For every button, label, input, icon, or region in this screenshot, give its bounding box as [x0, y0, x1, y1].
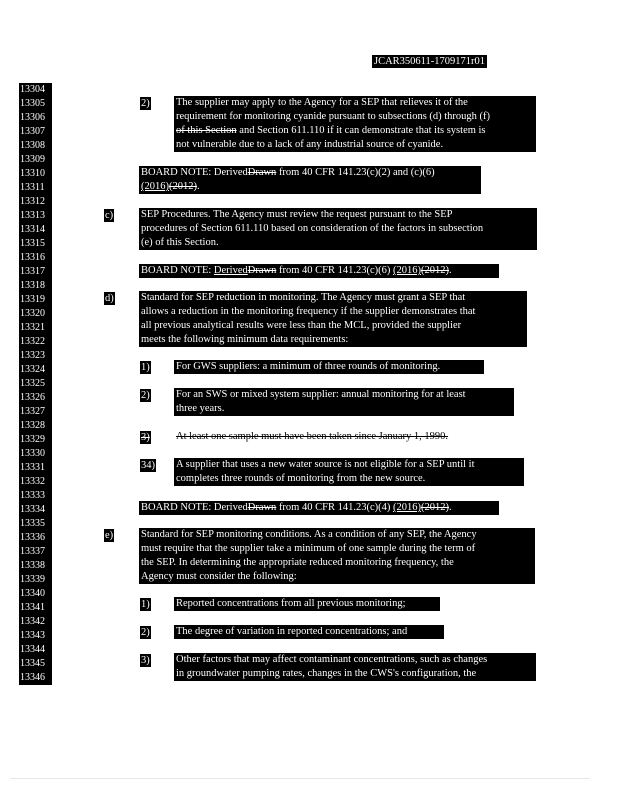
paragraph-e1: [174, 597, 440, 611]
struck-text: (2012): [420, 265, 449, 276]
line-number: 13335: [19, 517, 52, 531]
board-note-text: .: [197, 181, 200, 192]
inserted-text: (2016): [141, 181, 169, 192]
paragraph-line: For an SWS or mixed system supplier: annual monitoring for at least: [176, 389, 466, 400]
line-number: 13317: [19, 265, 52, 279]
line-number: 13342: [19, 615, 52, 629]
page-bottom-rule: [10, 778, 590, 779]
item-label-c: c): [105, 210, 114, 221]
board-note-text: from 40 CFR 141.23(c)(2) and (c)(6): [276, 167, 435, 178]
paragraph-text: and Section 611.110 if it can demonstrate that its system is: [236, 125, 486, 136]
paragraph-line: allows a reduction in the monitoring frequency if the supplier demonstrates that: [141, 306, 476, 317]
line-number: 13339: [19, 573, 52, 587]
board-note-text: BOARD NOTE:: [141, 265, 214, 276]
line-number: 13324: [19, 363, 52, 377]
paragraph-line: the SEP. In determining the appropriate reduced monitoring frequency, the: [141, 557, 454, 568]
board-note-1: [139, 166, 481, 194]
inserted-text: Derived: [213, 265, 248, 276]
line-number: 13341: [19, 601, 52, 615]
board-note-line: [141, 166, 479, 180]
paragraph-line: not vulnerable due to a lack of any industrial source of cyanide.: [176, 139, 444, 150]
paragraph-d: [139, 291, 527, 347]
line-number: 13318: [19, 279, 52, 293]
item-label-d: d): [105, 293, 114, 304]
line-number: 13327: [19, 405, 52, 419]
paragraph-e: [139, 528, 535, 584]
paragraph-line: The degree of variation in reported concentrations; and: [176, 626, 408, 637]
paragraph-line: requirement for monitoring cyanide pursuant to subsections (d) through (f): [176, 111, 491, 122]
line-number: 13343: [19, 629, 52, 643]
paragraph-line: must require that the supplier take a minimum of one sample during the term of: [141, 543, 476, 554]
inserted-text: (2016): [392, 265, 421, 276]
paragraph-line: Standard for SEP reduction in monitoring. The Agency must grant a SEP that: [141, 292, 466, 303]
paragraph-line: The supplier may apply to the Agency for a SEP that relieves it of the: [176, 97, 468, 108]
struck-text: 3): [141, 432, 150, 443]
board-note-text: BOARD NOTE: Derived: [141, 502, 248, 513]
line-number: 13326: [19, 391, 52, 405]
line-number: 13309: [19, 153, 52, 167]
line-number: 13332: [19, 475, 52, 489]
paragraph-e3: [174, 653, 536, 681]
paragraph-2: [174, 96, 536, 152]
line-number: 13340: [19, 587, 52, 601]
line-number: 13338: [19, 559, 52, 573]
struck-text: Drawn: [247, 265, 277, 276]
item-label-d1: 1): [141, 362, 150, 373]
board-note-line: [141, 501, 497, 515]
board-note-line: [141, 264, 497, 278]
board-note-text: .: [448, 502, 452, 513]
paragraph-d2: [174, 388, 514, 416]
board-note-text: BOARD NOTE: Derived: [141, 167, 248, 178]
line-number: 13337: [19, 545, 52, 559]
line-number: 13330: [19, 447, 52, 461]
paragraph-line: SEP Procedures. The Agency must review the request pursuant to the SEP: [141, 209, 453, 220]
paragraph-line: A supplier that uses a new water source is not eligible for a SEP until it: [176, 459, 475, 470]
paragraph-line: completes three rounds of monitoring from the new source.: [176, 473, 426, 484]
item-label-d4: 34): [141, 460, 155, 471]
board-note-text: .: [448, 265, 452, 276]
line-number: 13312: [19, 195, 52, 209]
line-number: 13336: [19, 531, 52, 545]
line-number: 13307: [19, 125, 52, 139]
line-number: 13314: [19, 223, 52, 237]
line-number: 13311: [19, 181, 52, 195]
board-note-text: from 40 CFR 141.23(c)(4): [276, 502, 393, 513]
paragraph-d1: [174, 360, 484, 374]
paragraph-d3-struck: At least one sample must have been taken since January 1, 1990.: [176, 431, 449, 442]
line-number: 13345: [19, 657, 52, 671]
paragraph-e2: [174, 625, 444, 639]
document-code: JCAR350611-1709171r01: [374, 56, 486, 67]
line-number: 13325: [19, 377, 52, 391]
inserted-text: (2016): [392, 502, 421, 513]
line-number: 13328: [19, 419, 52, 433]
line-number: 13308: [19, 139, 52, 153]
paragraph-line: Other factors that may affect contaminant concentrations, such as changes: [176, 654, 488, 665]
line-number: 13322: [19, 335, 52, 349]
paragraph-line: Reported concentrations from all previous monitoring;: [176, 598, 406, 609]
item-label-e1: 1): [141, 599, 150, 610]
item-label-d3: [140, 431, 151, 444]
struck-text: Drawn: [247, 502, 277, 513]
line-number: 13305: [19, 97, 52, 111]
line-number: 13346: [19, 671, 52, 685]
line-number: 13323: [19, 349, 52, 363]
line-number: 13329: [19, 433, 52, 447]
line-number: 13316: [19, 251, 52, 265]
line-number: 13334: [19, 503, 52, 517]
line-number: 13320: [19, 307, 52, 321]
line-number: 13319: [19, 293, 52, 307]
line-number: 13313: [19, 209, 52, 223]
board-note-text: from 40 CFR 141.23(c)(6): [276, 265, 393, 276]
line-number: 13331: [19, 461, 52, 475]
paragraph-line: [176, 124, 534, 138]
item-label-d2: 2): [141, 390, 150, 401]
paragraph-line: For GWS suppliers: a minimum of three rounds of monitoring.: [176, 361, 441, 372]
paragraph-line: in groundwater pumping rates, changes in the CWS's configuration, the: [176, 668, 477, 679]
struck-text: (2012): [420, 502, 449, 513]
board-note-2: [139, 264, 499, 278]
paragraph-line: procedures of Section 611.110 based on consideration of the factors in subsection: [141, 223, 484, 234]
board-note-line: [141, 180, 479, 194]
paragraph-c: [139, 208, 537, 250]
paragraph-d4: [174, 458, 524, 486]
line-number: 13344: [19, 643, 52, 657]
paragraph-line: Standard for SEP monitoring conditions. As a condition of any SEP, the Agency: [141, 529, 477, 540]
line-number: 13333: [19, 489, 52, 503]
struck-text: Drawn: [247, 167, 277, 178]
item-label-e2: 2): [141, 627, 150, 638]
line-number: 13310: [19, 167, 52, 181]
struck-text: (2012): [169, 181, 197, 192]
paragraph-line: meets the following minimum data requirements:: [141, 334, 349, 345]
item-label-e: e): [105, 530, 114, 541]
line-number: 13304: [19, 83, 52, 97]
item-label-e3: 3): [141, 655, 150, 666]
paragraph-line: (e) of this Section.: [141, 237, 219, 248]
line-number: 13321: [19, 321, 52, 335]
paragraph-line: all previous analytical results were less than the MCL, provided the supplier: [141, 320, 462, 331]
line-number: 13306: [19, 111, 52, 125]
board-note-3: [139, 501, 499, 515]
paragraph-line: three years.: [176, 403, 225, 414]
struck-text: of this Section: [176, 125, 237, 136]
paragraph-line: Agency must consider the following:: [141, 571, 297, 582]
item-label-2: 2): [141, 98, 150, 109]
line-number: 13315: [19, 237, 52, 251]
